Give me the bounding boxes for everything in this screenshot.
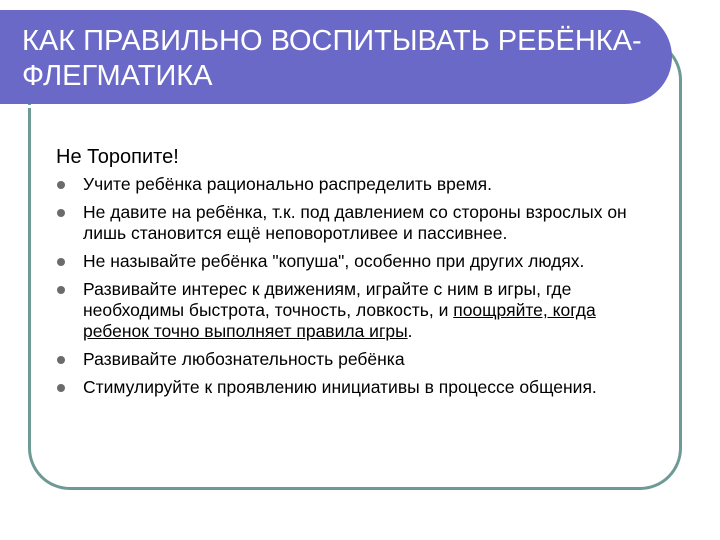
bullet-dot-icon	[57, 258, 65, 266]
bullet-dot-icon	[57, 286, 65, 294]
list-item-text: Не давите на ребёнка, т.к. под давлением со стороны взрослых он лишь становится ещё неповоротливее и пассивнее.	[83, 202, 627, 243]
list-item-underlined-text: поощряйте, когда ребенок точно выполняет правила игры	[83, 300, 596, 341]
section-heading: Не Торопите!	[56, 146, 179, 168]
list-item-text-end: .	[407, 321, 413, 341]
title-bar	[0, 10, 672, 104]
bullet-dot-icon	[57, 181, 65, 189]
bullet-dot-icon	[57, 209, 65, 217]
bullet-list	[56, 174, 666, 398]
list-item	[56, 349, 666, 370]
list-item-text: Учите ребёнка рационально распределить время.	[83, 174, 492, 194]
bullet-dot-icon	[57, 356, 65, 364]
bullet-dot-icon	[57, 384, 65, 392]
list-item	[56, 174, 666, 195]
list-item-text: Развивайте любознательность ребёнка	[83, 349, 405, 369]
list-item	[56, 279, 666, 342]
list-item	[56, 377, 666, 398]
list-item	[56, 202, 666, 244]
slide-body	[56, 144, 666, 405]
list-item-text: Не называйте ребёнка "копуша", особенно при других людях.	[83, 251, 585, 271]
list-item	[56, 251, 666, 272]
slide-title: КАК ПРАВИЛЬНО ВОСПИТЫВАТЬ РЕБЁНКА-ФЛЕГМАТИКА	[22, 25, 642, 92]
title-underline	[0, 105, 637, 108]
list-item-text: Стимулируйте к проявлению инициативы в процессе общения.	[83, 377, 597, 397]
list-item-text: Развивайте интерес к движениям, играйте с ним в игры, где необходимы быстрота, точность, ловкость, и	[83, 279, 572, 320]
